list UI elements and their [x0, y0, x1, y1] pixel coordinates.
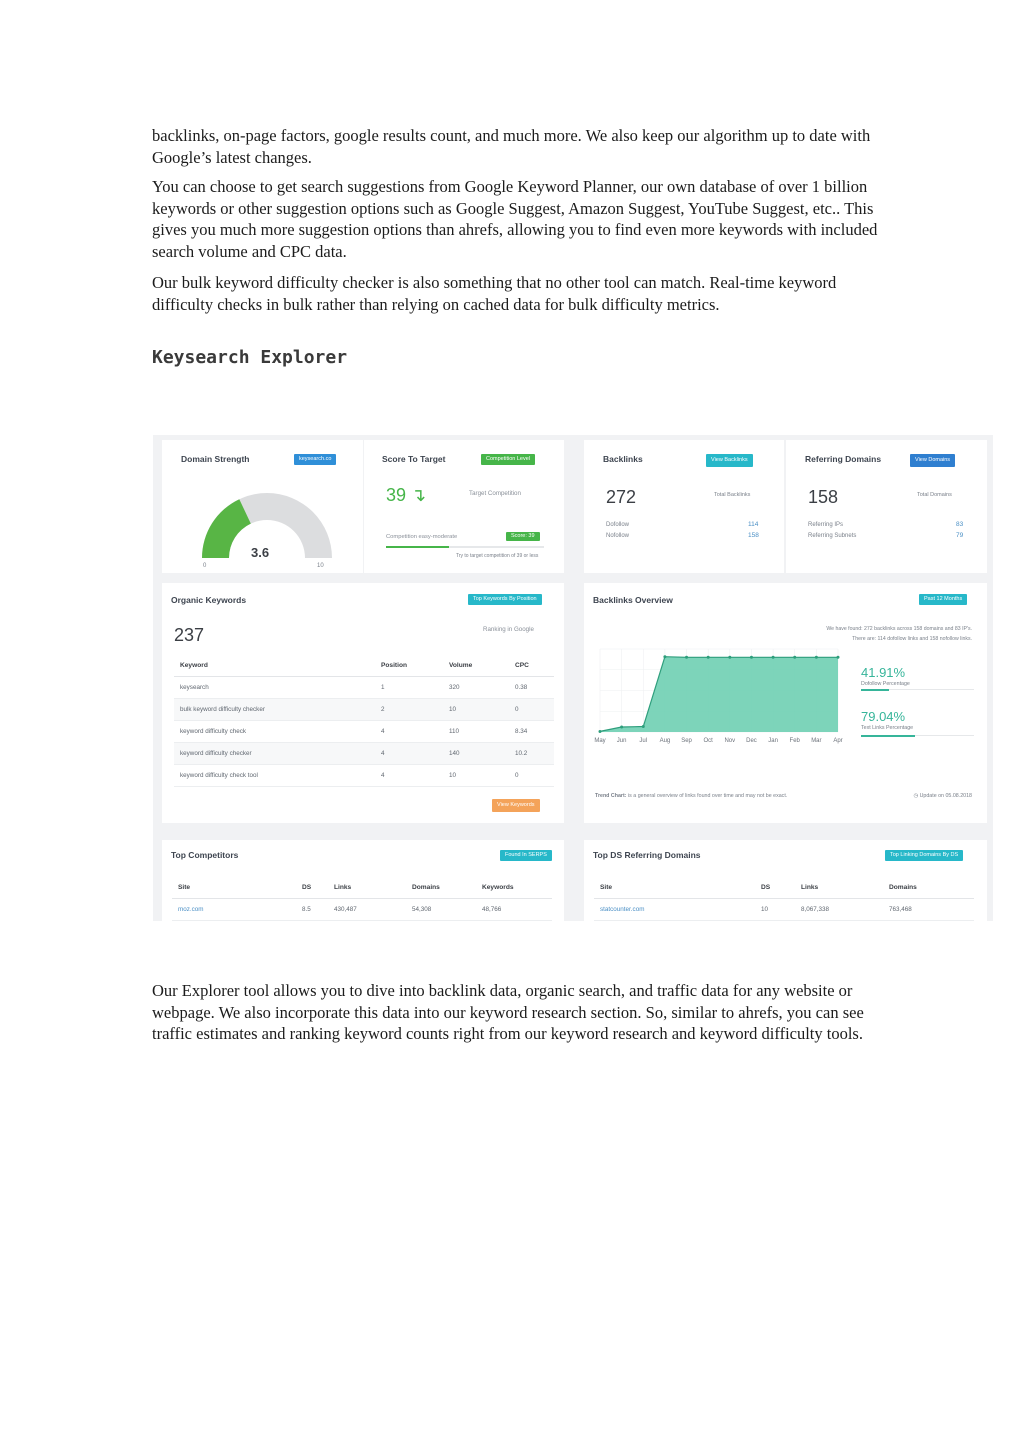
keyword-cell[interactable]: keyword difficulty checker [174, 743, 375, 765]
backlinks-total-label: Total Backlinks [714, 492, 751, 498]
organic-keywords-title: Organic Keywords [171, 595, 247, 605]
volume-cell: 10 [443, 699, 509, 721]
table-row [174, 699, 554, 721]
col-domains: Domains [883, 877, 974, 899]
score-hint: Try to target competition of 39 or less [456, 553, 539, 559]
top-competitors-card [162, 840, 564, 921]
nofollow-value: 158 [748, 532, 759, 539]
dashboard-screenshot [153, 435, 993, 921]
trend-chart [592, 647, 860, 751]
x-tick-label: Oct [703, 738, 713, 744]
col-ds: DS [755, 877, 795, 899]
text-links-bar-track [861, 735, 974, 736]
referring-total-label: Total Domains [917, 492, 952, 498]
data-point [599, 730, 602, 733]
organic-keywords-table [174, 655, 554, 787]
referring-domains-title: Referring Domains [805, 454, 882, 464]
domains-cell: 763,468 [883, 899, 974, 921]
domains-cell: 54,308 [406, 899, 476, 921]
organic-keywords-card [162, 583, 564, 823]
table-header-row [172, 877, 552, 899]
past-12-months-button[interactable]: Past 12 Months [919, 594, 967, 605]
backlinks-overview-card [584, 583, 987, 823]
cpc-cell: 0.38 [509, 677, 554, 699]
keywords-cell: 48,766 [476, 899, 552, 921]
col-site: Site [172, 877, 296, 899]
referring-subnets-value: 79 [956, 532, 964, 539]
gauge-min-label: 0 [203, 563, 207, 569]
data-point [815, 656, 818, 659]
referring-ips-label: Referring IPs [808, 522, 844, 528]
top-ds-referring-title: Top DS Referring Domains [593, 850, 701, 860]
ds-referring-table [594, 877, 974, 921]
backlinks-title: Backlinks [603, 454, 643, 464]
dofollow-percentage-label: Dofollow Percentage [861, 681, 910, 687]
x-tick-label: Feb [789, 738, 800, 744]
overview-note-1: We have found: 272 backlinks across 158 domains and 83 IP's. [826, 626, 972, 632]
position-cell: 4 [375, 743, 443, 765]
backlinks-card [584, 440, 784, 573]
intro-paragraph-2: You can choose to get search suggestions from Google Keyword Planner, our own database of over 1 billion keywords or other suggestion options such as Google Suggest, Amazon Suggest, YouTube Suggest, etc.. This gives you much more suggestion options than ahrefs, allowing you to find even more keywords with included search volume and CPC data. [152, 177, 878, 261]
keyword-cell[interactable]: bulk keyword difficulty checker [174, 699, 375, 721]
table-header-row [594, 877, 974, 899]
view-domains-button[interactable]: View Domains [910, 454, 955, 467]
cpc-cell: 0 [509, 699, 554, 721]
ranking-label: Ranking in Google [483, 626, 534, 633]
data-point [728, 656, 731, 659]
update-date: ◷ Update on 05.08.2018 [913, 793, 972, 799]
referring-domains-card [786, 440, 987, 573]
x-tick-label: Sep [681, 738, 692, 744]
domain-pill[interactable]: keysearch.co [294, 454, 336, 465]
referring-site-link[interactable]: statcounter.com [594, 899, 755, 921]
table-header-row [174, 655, 554, 677]
data-point [837, 656, 840, 659]
table-row [174, 721, 554, 743]
data-point [707, 656, 710, 659]
links-cell: 8,067,338 [795, 899, 883, 921]
data-point [793, 656, 796, 659]
x-tick-label: Aug [659, 738, 671, 744]
x-tick-label: Jan [768, 738, 778, 744]
competitor-site-link[interactable]: moz.com [172, 899, 296, 921]
cpc-cell: 8.34 [509, 721, 554, 743]
competitors-table [172, 877, 552, 921]
dofollow-label: Dofollow [606, 522, 630, 528]
domain-strength-value: 3.6 [251, 545, 270, 560]
score-target-title: Score To Target [382, 454, 446, 464]
found-in-serps-button[interactable]: Found In SERPS [500, 850, 552, 861]
table-row [172, 899, 552, 921]
volume-cell: 320 [443, 677, 509, 699]
dofollow-bar-fill [861, 689, 889, 691]
competition-level-pill[interactable]: Competition Level [481, 454, 535, 465]
keyword-cell[interactable]: keyword difficulty check tool [174, 765, 375, 787]
domain-strength-title: Domain Strength [181, 454, 250, 464]
data-point [750, 656, 753, 659]
gauge-max-label: 10 [317, 563, 324, 569]
text-links-percentage: 79.04% [861, 709, 906, 724]
dofollow-bar-track [861, 689, 974, 690]
score-target-card [364, 440, 564, 573]
x-tick-label: Nov [724, 738, 736, 744]
top-ds-referring-card [584, 840, 987, 921]
overview-note-2: There are: 114 dofollow links and 158 nofollow links. [852, 636, 972, 642]
table-row [594, 899, 974, 921]
col-cpc: CPC [509, 655, 554, 677]
x-tick-label: Jul [639, 738, 648, 744]
data-point [620, 726, 623, 729]
keyword-cell[interactable]: keyword difficulty check [174, 721, 375, 743]
referring-domains-total: 158 [808, 487, 839, 507]
top-keywords-button[interactable]: Top Keywords By Position [468, 594, 542, 605]
position-cell: 4 [375, 765, 443, 787]
position-cell: 4 [375, 721, 443, 743]
col-keywords: Keywords [476, 877, 552, 899]
x-tick-label: Mar [811, 738, 822, 744]
links-cell: 430,487 [328, 899, 406, 921]
col-keyword: Keyword [174, 655, 375, 677]
top-linking-domains-button[interactable]: Top Linking Domains By DS [885, 850, 963, 861]
top-competitors-title: Top Competitors [171, 850, 239, 860]
score-pill: Score: 39 [506, 532, 540, 541]
clock-icon: ◷ [913, 793, 919, 799]
score-progress-fill [386, 546, 449, 548]
data-point [663, 655, 666, 658]
ds-cell: 8.5 [296, 899, 328, 921]
backlinks-total: 272 [606, 487, 637, 507]
dofollow-value: 114 [748, 521, 759, 528]
outro-paragraph: Our Explorer tool allows you to dive into backlink data, organic search, and traffic data for any website or webpage. We also incorporate this data into our keyword research section. So, similar to ahrefs, you can see traffic estimates and ranking keyword counts right from our keyword research and keyword difficulty tools. [152, 981, 864, 1043]
referring-subnets-label: Referring Subnets [808, 533, 857, 539]
col-site: Site [594, 877, 755, 899]
backlinks-area [600, 657, 838, 732]
domain-strength-card [162, 440, 363, 573]
x-tick-label: Dec [746, 738, 757, 744]
trend-chart-note: Trend Chart: is a general overview of links found over time and may not be exact. [595, 793, 788, 799]
cpc-cell: 0 [509, 765, 554, 787]
col-position: Position [375, 655, 443, 677]
text-links-percentage-label: Text Links Percentage [861, 725, 914, 731]
view-backlinks-button[interactable]: View Backlinks [706, 454, 753, 467]
volume-cell: 140 [443, 743, 509, 765]
table-row [174, 743, 554, 765]
cpc-cell: 10.2 [509, 743, 554, 765]
intro-paragraph-3: Our bulk keyword difficulty checker is also something that no other tool can match. Real-time keyword difficulty checks in bulk rather than relying on cached data for bulk difficulty metrics. [152, 273, 837, 314]
section-heading: Keysearch Explorer [152, 347, 348, 368]
target-competition-label: Target Competition [469, 490, 521, 497]
referring-ips-value: 83 [956, 521, 964, 528]
dofollow-percentage: 41.91% [861, 665, 906, 680]
nofollow-label: Nofollow [606, 533, 630, 539]
volume-cell: 110 [443, 721, 509, 743]
col-domains: Domains [406, 877, 476, 899]
col-ds: DS [296, 877, 328, 899]
ds-cell: 10 [755, 899, 795, 921]
col-links: Links [795, 877, 883, 899]
table-row [174, 677, 554, 699]
table-row [174, 765, 554, 787]
text-links-bar-fill [861, 735, 915, 737]
intro-paragraph-1: backlinks, on-page factors, google results count, and much more. We also keep our algorithm up to date with Google’s latest changes. [152, 126, 871, 167]
data-point [642, 725, 645, 728]
view-keywords-button[interactable]: View Keywords [492, 799, 540, 812]
data-point [685, 656, 688, 659]
x-tick-label: Jun [616, 738, 627, 744]
keyword-cell[interactable]: keysearch [174, 677, 375, 699]
col-links: Links [328, 877, 406, 899]
backlinks-overview-title: Backlinks Overview [593, 595, 673, 605]
score-progress-track [386, 546, 544, 548]
position-cell: 2 [375, 699, 443, 721]
x-tick-label: Apr [833, 738, 843, 744]
score-value: 39 ↴ [386, 485, 427, 505]
col-volume: Volume [443, 655, 509, 677]
volume-cell: 10 [443, 765, 509, 787]
data-point [772, 656, 775, 659]
position-cell: 1 [375, 677, 443, 699]
competition-text: Competition easy-moderate [386, 534, 458, 540]
arrow-icon: ↴ [411, 485, 427, 505]
organic-keywords-total: 237 [174, 625, 205, 645]
x-tick-label: May [594, 738, 606, 744]
